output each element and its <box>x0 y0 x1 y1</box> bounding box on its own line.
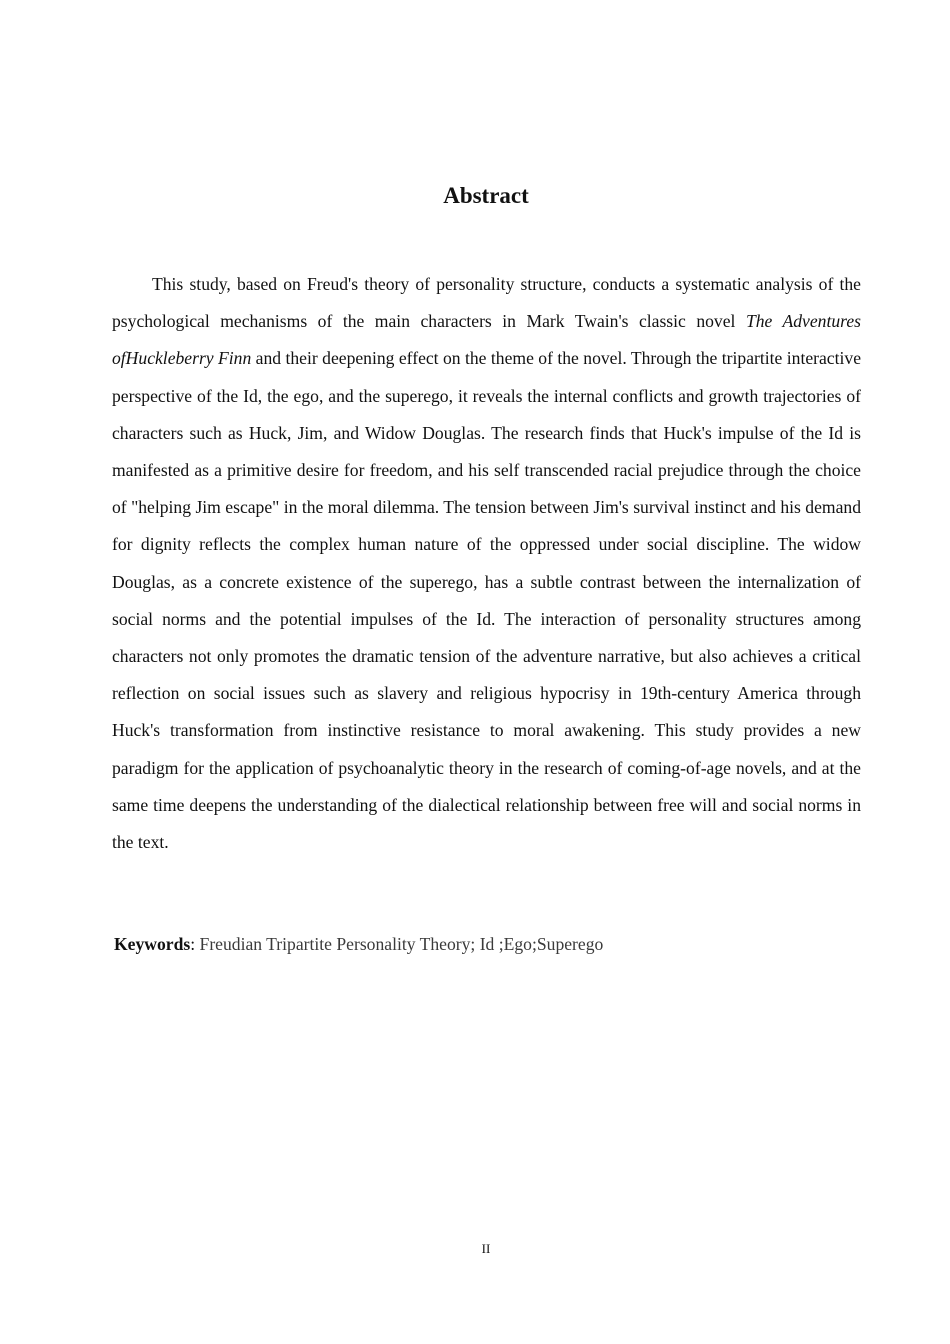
keywords-line <box>114 929 861 959</box>
abstract-text-part1: This study, based on Freud's theory of personality structure, conducts a systematic analysis of the psychological mechanisms of the main characters in Mark Twain's classic novel <box>112 274 861 332</box>
abstract-paragraph <box>112 266 861 861</box>
keywords-values: Freudian Tripartite Personality Theory; Id ;Ego;Superego <box>199 934 604 954</box>
keywords-separator: : <box>190 934 200 954</box>
page-number: II <box>481 1241 491 1256</box>
abstract-title: Abstract <box>443 183 529 208</box>
novel-title: The Adventures ofHuckleberry Finn <box>112 311 861 369</box>
abstract-text-part2: and their deepening effect on the theme of the novel. Through the tripartite interactive perspective of the Id, the ego, and the superego, it reveals the internal conflicts and growth trajectories of characters such as Huck, Jim, and Widow Douglas. The research finds that Huck's impulse of the Id is manifested as a primitive desire for freedom, and his self transcended racial prejudice through the choice of "helping Jim escape" in the moral dilemma. The tension between Jim's survival instinct and his demand for dignity reflects the complex human nature of the oppressed under social discipline. The widow Douglas, as a concrete existence of the superego, has a subtle contrast between the internalization of social norms and the potential impulses of the Id. The interaction of personality structures among characters not only promotes the dramatic tension of the adventure narrative, but also achieves a critical reflection on social issues such as slavery and religious hypocrisy in 19th-century America through Huck's transformation from instinctive resistance to moral awakening. This study provides a new paradigm for the application of psychoanalytic theory in the research of coming-of-age novels, and at the same time deepens the understanding of the dialectical relationship between free will and social norms in the text. <box>112 348 861 853</box>
keywords-label: Keywords <box>114 934 191 954</box>
